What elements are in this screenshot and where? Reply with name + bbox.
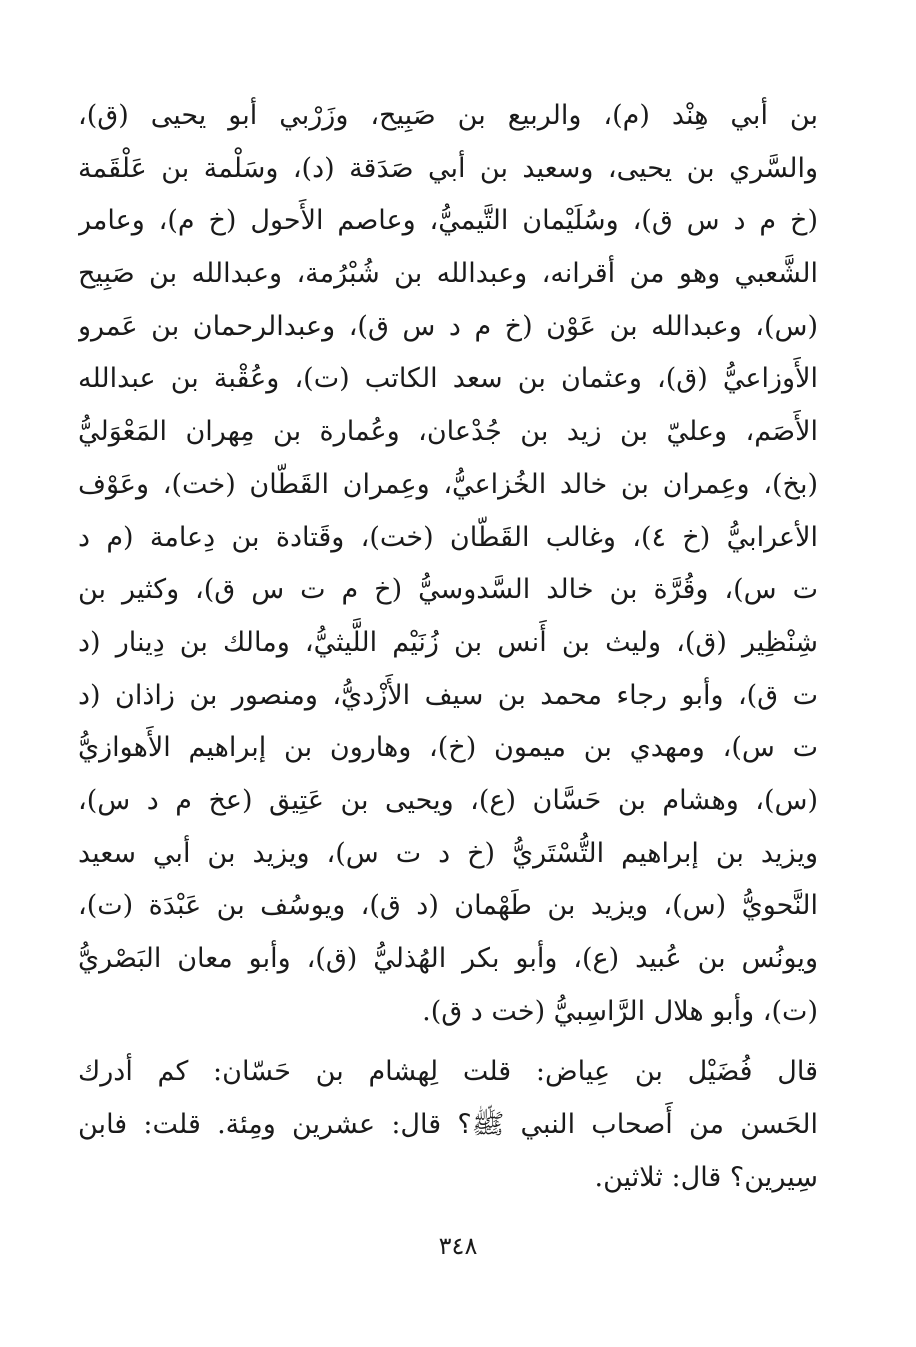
text-line: قال فُضَيْل بن عِياض: قلت لِهشام بن حَسّان: كم أدرك [78, 1056, 818, 1088]
paragraph-spacer [78, 1038, 818, 1046]
text-line: (س)، وهشام بن حَسَّان (ع)، ويحيى بن عَتِيق (عخ م د س)، [78, 784, 818, 816]
text-line: شِنْظِير (ق)، وليث بن أَنس بن زُنَيْم اللَّيثيُّ، ومالك بن دِينار (د [78, 626, 818, 658]
text-line: (ت)، وأبو هلال الرَّاسِبيُّ (خت د ق). [422, 995, 818, 1027]
text-line: (بخ)، وعِمران بن خالد الخُزاعيُّ، وعِمران القَطّان (خت)، وعَوْف [78, 468, 818, 500]
paragraph-2 [78, 1046, 818, 1204]
text-line: الشَّعبي وهو من أقرانه، وعبدالله بن شُبْرُمة، وعبدالله بن صَبِيح [78, 258, 818, 290]
text-line: الأَصَم، وعليّ بن زيد بن جُدْعان، وعُمارة بن مِهران المَعْوَليُّ [78, 416, 818, 448]
text-line: ت س)، ومهدي بن ميمون (خ)، وهارون بن إبراهيم الأَهوازيُّ [78, 732, 818, 764]
text-line: والسَّري بن يحيى، وسعيد بن أبي صَدَقة (د)، وسَلْمة بن عَلْقَمة [78, 152, 818, 184]
text-line: النَّحويُّ (س)، ويزيد بن طَهْمان (د ق)، ويوسُف بن عَبْدَة (ت)، [78, 890, 818, 922]
text-line: ت س)، وقُرَّة بن خالد السَّدوسيُّ (خ م ت س ق)، وكثير بن [78, 574, 818, 606]
text-line: بن أبي هِنْد (م)، والربيع بن صَبِيح، وزَرْبي أبو يحيى (ق)، [78, 100, 818, 131]
text-line: ت ق)، وأبو رجاء محمد بن سيف الأَزْديُّ، ومنصور بن زاذان (د [78, 679, 818, 711]
text-line: (س)، وعبدالله بن عَوْن (خ م د س ق)، وعبدالرحمان بن عَمرو [78, 310, 818, 342]
text-line: الأَوزاعيُّ (ق)، وعثمان بن سعد الكاتب (ت)، وعُقْبة بن عبدالله [78, 363, 818, 395]
text-line: الحَسن من أَصحاب النبي ﷺ؟ قال: عشرين ومِئة. قلت: فابن [78, 1109, 818, 1141]
text-line: (خ م د س ق)، وسُلَيْمان التَّيميُّ، وعاصم الأَحول (خ م)، وعامر [78, 205, 818, 237]
page-number: ٣٤٨ [438, 1232, 478, 1260]
paragraph-1 [78, 90, 818, 1038]
text-line: ويزيد بن إبراهيم التُّسْتَريُّ (خ د ت س)، ويزيد بن أبي سعيد [78, 837, 818, 869]
page-body [78, 90, 818, 1204]
text-line: سِيرين؟ قال: ثلاثين. [594, 1161, 818, 1193]
text-line: ويونُس بن عُبيد (ع)، وأبو بكر الهُذليُّ (ق)، وأبو معان البَصْريُّ [78, 943, 818, 974]
text-line: الأعرابيُّ (خ ٤)، وغالب القَطّان (خت)، وقَتادة بن دِعامة (م د [78, 521, 818, 553]
